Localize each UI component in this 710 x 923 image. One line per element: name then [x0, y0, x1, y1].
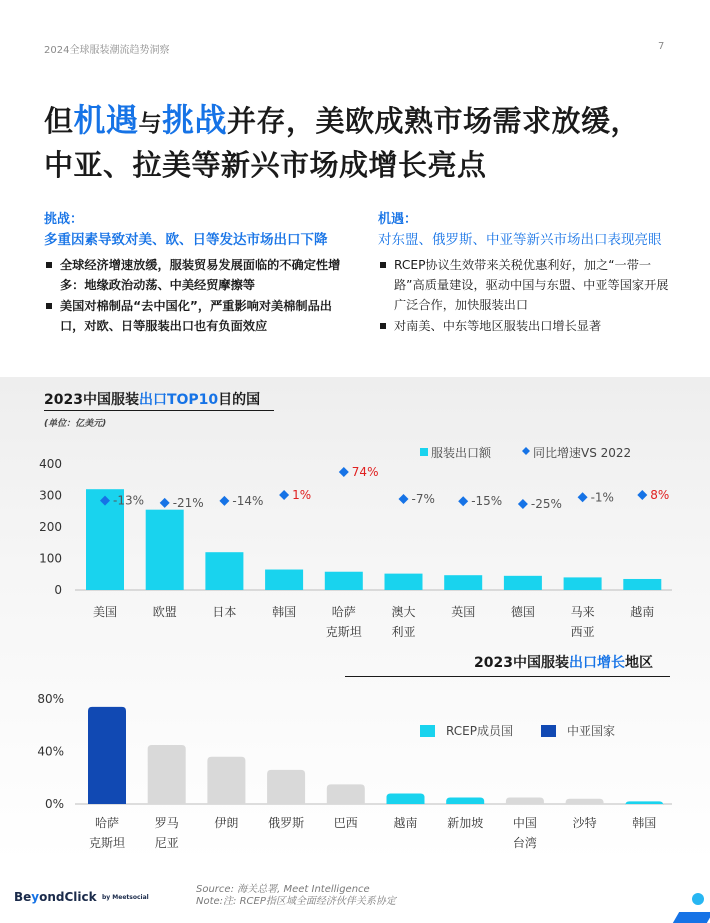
opportunity-subtitle: 对东盟、俄罗斯、中亚等新兴市场出口表现亮眼 — [378, 232, 662, 248]
chart1-title-accent: 出口TOP10 — [138, 392, 219, 408]
y-tick-label: 0% — [44, 797, 64, 811]
x-tick-label: 美国 — [92, 605, 118, 619]
growth-label: -1% — [590, 490, 614, 505]
headline-accent: 机遇 — [73, 101, 139, 139]
x-tick-label: 澳大利亚 — [391, 605, 416, 639]
legend-marker — [522, 447, 530, 455]
challenge-label: 挑战： — [44, 212, 84, 227]
growth-label: -7% — [411, 491, 435, 506]
legend-label: 中亚国家 — [567, 724, 616, 738]
chart2-title — [474, 652, 653, 672]
partner-logo: by Meetsocial — [102, 894, 149, 901]
x-tick-label: 韩国 — [272, 605, 297, 619]
x-tick-label: 哈萨克斯坦 — [325, 605, 362, 639]
growth-marker — [219, 496, 229, 506]
bar — [146, 510, 184, 590]
chart2-title-accent: 出口增长 — [568, 655, 625, 671]
growth-label: 74% — [351, 465, 379, 479]
decorative-dot — [692, 893, 704, 905]
bar — [265, 570, 303, 590]
chart2-title-rule — [345, 676, 670, 677]
x-tick-label: 马来西亚 — [570, 605, 595, 639]
headline-part: 并存，美欧成熟市场需求放缓， — [227, 104, 641, 138]
y-tick-label: 80% — [37, 692, 64, 706]
y-tick-label: 0 — [54, 583, 62, 597]
x-tick-label: 哈萨克斯坦 — [88, 816, 126, 850]
list-item: 美国对棉制品“去中国化”，严重影响对美棉制品出口，对欧、日等服装出口也有负面效应 — [44, 296, 344, 336]
chart1-title-rule — [44, 410, 274, 411]
y-tick-label: 100 — [39, 551, 62, 566]
x-tick-label: 伊朗 — [214, 816, 239, 830]
decorative-bar — [673, 912, 710, 923]
bar — [207, 757, 245, 804]
growth-label: -25% — [530, 497, 562, 511]
bar — [504, 576, 542, 590]
growth-label: -15% — [471, 494, 503, 509]
growth-marker — [399, 494, 409, 504]
opportunity-section — [378, 210, 678, 337]
challenge-section — [44, 210, 344, 337]
brand-text-accent: y — [31, 890, 40, 904]
list-item: RCEP协议生效带来关税优惠利好，加之“一带一路”高质量建设，驱动中国与东盟、中亚等国家开展广泛合作，加快服装出口 — [378, 255, 678, 315]
x-tick-label: 欧盟 — [152, 605, 177, 619]
growth-marker — [458, 496, 468, 506]
bar — [88, 707, 126, 804]
legend-label: RCEP成员国 — [446, 724, 513, 738]
bar — [385, 574, 423, 590]
x-tick-label: 沙特 — [572, 816, 597, 830]
list-item: 对南美、中东等地区服装出口增长显著 — [378, 316, 678, 336]
x-tick-label: 巴西 — [333, 816, 358, 830]
headline-accent: 挑战 — [162, 101, 228, 139]
x-tick-label: 日本 — [212, 605, 237, 619]
y-tick-label: 200 — [39, 520, 62, 534]
growth-marker — [637, 490, 647, 500]
chart1-title-pre: 2023中国服装 — [44, 392, 139, 408]
legend-label: 服装出口额 — [431, 446, 492, 460]
export-growth-chart — [0, 680, 710, 860]
bar — [205, 552, 243, 590]
growth-label: -13% — [113, 493, 145, 508]
growth-marker — [160, 498, 170, 508]
legend-swatch — [420, 448, 428, 456]
list-item: 全球经济增速放缓，服装贸易发展面临的不确定性增多：地缘政治动荡、中美经贸摩擦等 — [44, 255, 344, 295]
legend-swatch — [420, 725, 435, 737]
page-headline — [44, 100, 684, 186]
growth-marker — [279, 490, 289, 500]
headline-part: 与 — [138, 111, 163, 137]
x-tick-label: 越南 — [630, 605, 655, 619]
y-tick-label: 40% — [37, 744, 64, 759]
page-number: 7 — [658, 41, 665, 52]
bar — [267, 770, 305, 804]
bar — [446, 797, 484, 804]
brand-text: Be — [14, 890, 32, 904]
challenge-bullets — [44, 255, 344, 336]
brand-text: ondClick — [39, 890, 97, 904]
legend-label: 同比增速VS 2022 — [533, 446, 632, 460]
note-text: Note:注: RCEP指区域全面经济伙伴关系协定 — [196, 896, 396, 907]
x-tick-label: 德国 — [510, 605, 535, 619]
bar — [623, 579, 661, 590]
chart2-title-post: 地区 — [624, 655, 653, 671]
chart1-title-post: 目的国 — [218, 392, 261, 408]
growth-marker — [578, 492, 588, 502]
bar — [625, 801, 663, 805]
growth-label: 8% — [650, 488, 670, 502]
growth-marker — [518, 499, 528, 509]
challenge-subtitle: 多重因素导致对美、欧、日等发达市场出口下降 — [44, 232, 328, 248]
source-note — [196, 884, 396, 908]
growth-label: 1% — [292, 488, 312, 502]
x-tick-label: 罗马尼亚 — [154, 816, 179, 850]
y-tick-label: 400 — [39, 457, 62, 471]
headline-part: 但 — [44, 104, 74, 138]
brand-logo — [14, 890, 97, 904]
report-title: 2024全球服装潮流趋势洞察 — [44, 45, 170, 56]
opportunity-label: 机遇： — [378, 212, 418, 227]
bar — [566, 799, 604, 804]
growth-label: -21% — [172, 495, 204, 510]
growth-label: -14% — [232, 493, 264, 508]
x-tick-label: 中国台湾 — [512, 816, 537, 850]
bar — [444, 575, 482, 590]
opportunity-bullets — [378, 255, 678, 336]
x-tick-label: 韩国 — [632, 816, 657, 830]
export-top10-chart — [0, 430, 710, 645]
x-tick-label: 英国 — [451, 605, 476, 619]
bar — [325, 572, 363, 590]
x-tick-label: 新加坡 — [447, 816, 484, 830]
source-text: Source: 海关总署, Meet Intelligence — [196, 884, 370, 895]
bar — [564, 577, 602, 590]
chart1-unit-label: (单位：亿美元) — [44, 419, 107, 429]
headline-line2: 中亚、拉美等新兴市场成增长亮点 — [44, 148, 487, 182]
legend-swatch — [541, 725, 556, 737]
chart1-title — [44, 389, 260, 409]
chart2-title-pre: 2023中国服装 — [474, 655, 569, 671]
bar — [387, 794, 425, 805]
x-tick-label: 俄罗斯 — [268, 816, 305, 830]
bar — [327, 784, 365, 804]
x-tick-label: 越南 — [393, 816, 418, 830]
bar — [506, 797, 544, 804]
growth-marker — [339, 467, 349, 477]
bar — [148, 745, 186, 804]
y-tick-label: 300 — [39, 488, 62, 503]
